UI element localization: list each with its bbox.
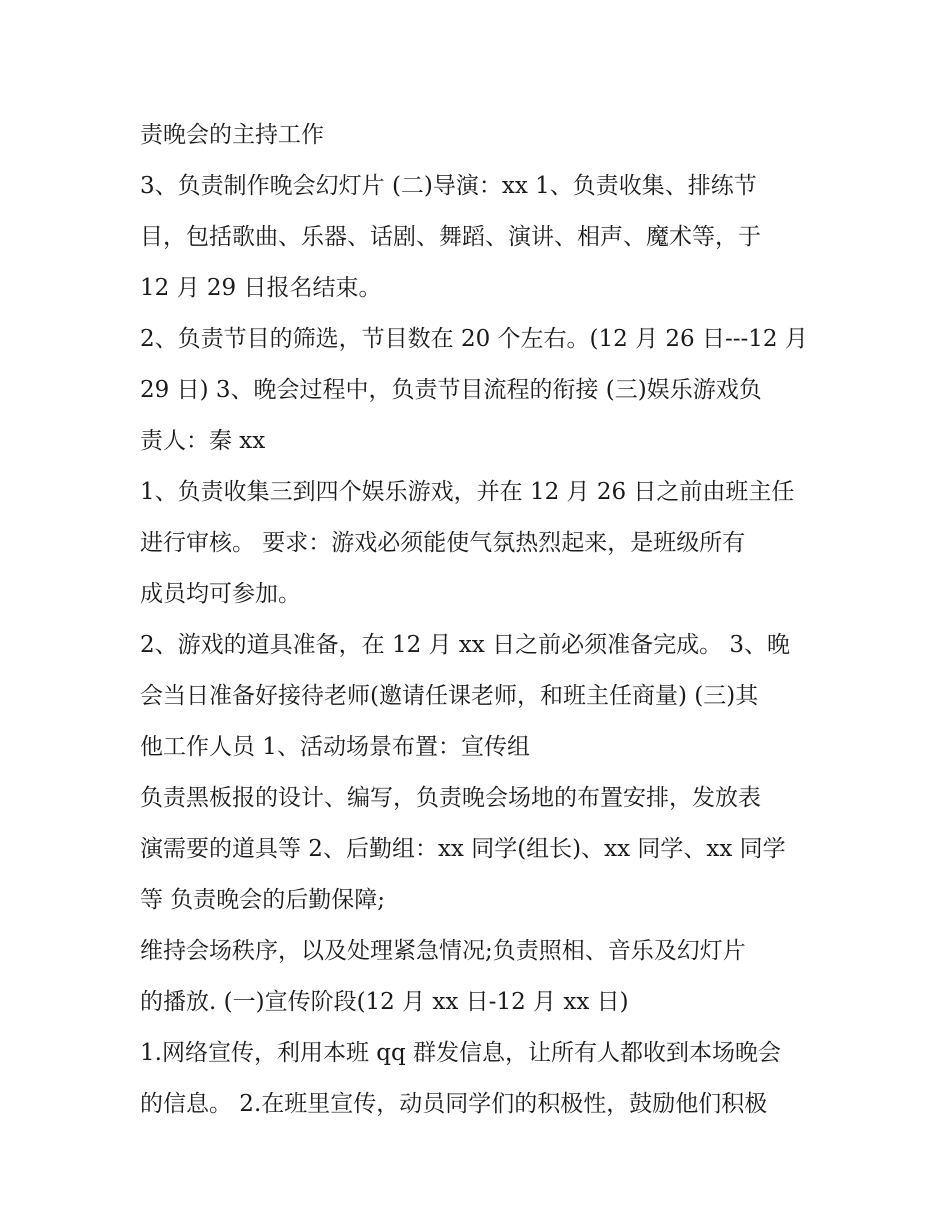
text-line: 2、游戏的道具准备，在 12 月 xx 日之前必须准备完成。 3、晚 xyxy=(140,632,791,658)
text-line: 1.网络宣传，利用本班 qq 群发信息，让所有人都收到本场晚会 xyxy=(140,1040,782,1066)
text-line: 2、负责节目的筛选，节目数在 20 个左右。(12 月 26 日---12 月 xyxy=(140,326,808,352)
text-line: 的播放. (一)宣传阶段(12 月 xx 日-12 月 xx 日) xyxy=(140,989,629,1015)
text-line: 的信息。 2.在班里宣传，动员同学们的积极性，鼓励他们积极 xyxy=(140,1091,768,1117)
text-line: 3、负责制作晚会幻灯片 (二)导演：xx 1、负责收集、排练节 xyxy=(140,173,757,199)
text-line: 他工作人员 1、活动场景布置：宣传组 xyxy=(140,734,530,760)
text-line: 维持会场秩序，以及处理紧急情况;负责照相、音乐及幻灯片 xyxy=(140,938,746,964)
text-line: 负责黑板报的设计、编写，负责晚会场地的布置安排，发放表 xyxy=(140,785,761,811)
text-line: 29 日) 3、晚会过程中，负责节目流程的衔接 (三)娱乐游戏负 xyxy=(140,377,762,403)
text-line: 进行审核。 要求：游戏必须能使气氛热烈起来，是班级所有 xyxy=(140,530,746,556)
text-line: 责晚会的主持工作 xyxy=(140,122,324,148)
text-line: 12 月 29 日报名结束。 xyxy=(140,275,382,301)
document-body xyxy=(140,110,820,1130)
text-line: 目，包括歌曲、乐器、话剧、舞蹈、演讲、相声、魔术等，于 xyxy=(140,224,761,250)
text-line: 等 负责晚会的后勤保障; xyxy=(140,887,386,913)
text-line: 成员均可参加。 xyxy=(140,581,301,607)
text-line: 1、负责收集三到四个娱乐游戏，并在 12 月 26 日之前由班主任 xyxy=(140,479,795,505)
text-line: 责人：秦 xx xyxy=(140,428,266,454)
text-line: 演需要的道具等 2、后勤组：xx 同学(组长)、xx 同学、xx 同学 xyxy=(140,836,786,862)
text-line: 会当日准备好接待老师(邀请任课老师，和班主任商量) (三)其 xyxy=(140,683,759,709)
